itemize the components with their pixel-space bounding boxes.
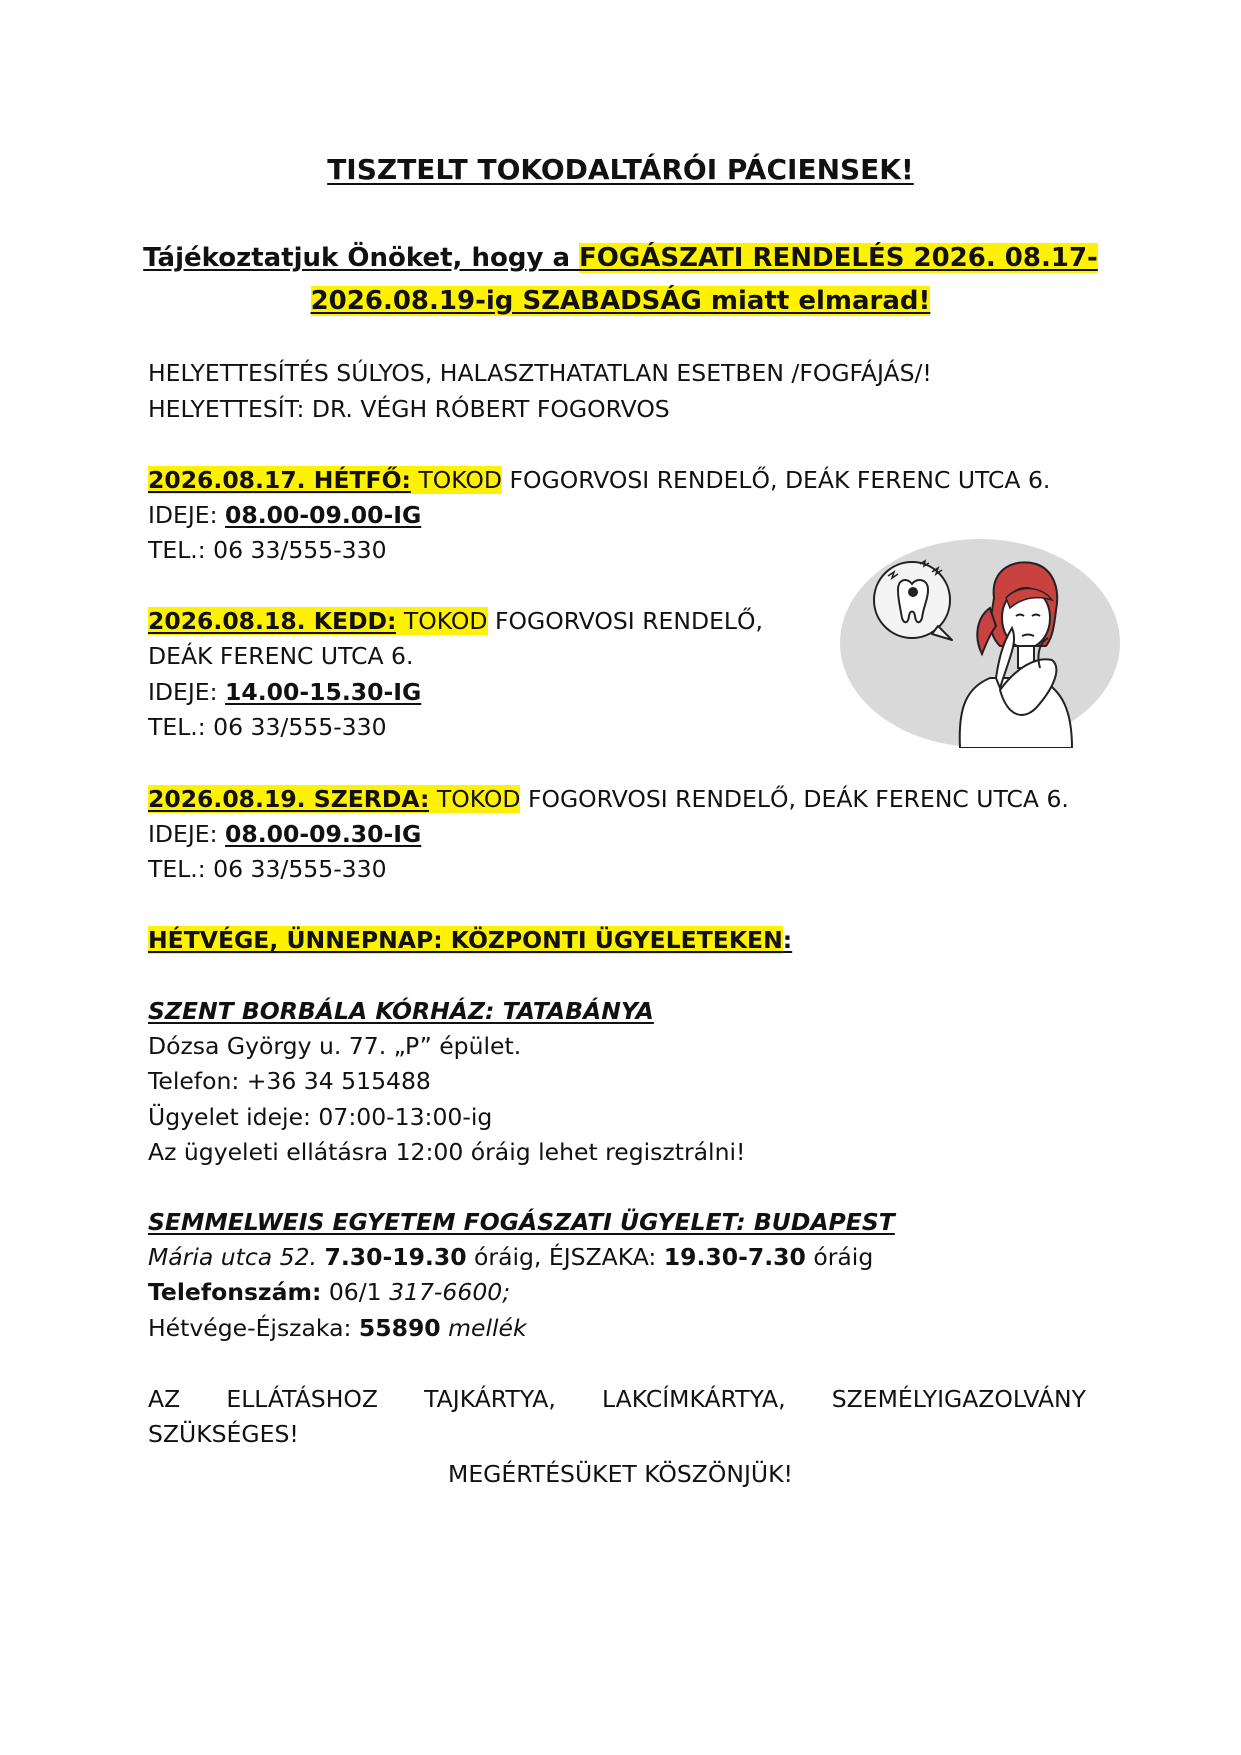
- intro-plain: Tájékoztatjuk Önöket, hogy a: [143, 243, 580, 273]
- semmelweis-phone-line: [148, 1276, 510, 1308]
- requirements-word: ELLÁTÁSHOZ: [226, 1385, 378, 1413]
- day-3-time-label: IDEJE:: [148, 820, 226, 848]
- borbala-hours: Ügyelet ideje: 07:00-13:00-ig: [148, 1103, 493, 1131]
- day-2-place: TOKOD: [396, 607, 488, 635]
- intro-highlight-2: 2026.08.19-ig SZABADSÁG miatt elmarad!: [310, 286, 931, 316]
- semmelweis-extension: 55890: [358, 1314, 441, 1342]
- requirements-word: SZEMÉLYIGAZOLVÁNY: [831, 1385, 1086, 1413]
- semmelweis-phone-number: 317-6600;: [389, 1278, 511, 1306]
- intro-line-1: [0, 240, 1241, 276]
- day-1-time-label: IDEJE:: [148, 501, 226, 529]
- day-2-date: 2026.08.18. KEDD:: [148, 607, 397, 635]
- intro-highlight-1: FOGÁSZATI RENDELÉS 2026. 08.17-: [579, 243, 1098, 273]
- day-3-tel: TEL.: 06 33/555-330: [148, 855, 387, 883]
- semmelweis-weekend-line: [148, 1312, 527, 1344]
- toothache-woman-illustration: [840, 538, 1120, 748]
- weekend-heading: [148, 924, 792, 956]
- semmelweis-heading: SEMMELWEIS EGYETEM FOGÁSZATI ÜGYELET: BUDAPEST: [148, 1208, 895, 1236]
- day-1-date: 2026.08.17. HÉTFŐ:: [148, 466, 411, 494]
- borbala-phone: Telefon: +36 34 515488: [148, 1067, 431, 1095]
- borbala-address: Dózsa György u. 77. „P” épület.: [148, 1032, 522, 1060]
- day-1-place: TOKOD: [410, 466, 502, 494]
- semmelweis-night-hours: 19.30-7.30: [663, 1243, 806, 1271]
- borbala-note: Az ügyeleti ellátásra 12:00 óráig lehet regisztrálni!: [148, 1138, 746, 1166]
- day-3-time: 08.00-09.30-IG: [225, 820, 422, 848]
- day-1-time-line: [148, 499, 421, 531]
- requirements-word: LAKCÍMKÁRTYA,: [602, 1385, 786, 1413]
- day-3-address: FOGORVOSI RENDELŐ, DEÁK FERENC UTCA 6.: [520, 785, 1069, 813]
- semmelweis-night-suffix: óráig: [805, 1243, 874, 1271]
- requirements-word: AZ: [148, 1385, 181, 1413]
- day-2-tel: TEL.: 06 33/555-330: [148, 713, 387, 741]
- day-1-tel: TEL.: 06 33/555-330: [148, 536, 387, 564]
- illustration-svg: [840, 538, 1120, 748]
- day-2-address: FOGORVOSI RENDELŐ,: [487, 607, 763, 635]
- page-title: TISZTELT TOKODALTÁRÓI PÁCIENSEK!: [327, 153, 914, 186]
- substitution-line-1: HELYETTESÍTÉS SÚLYOS, HALASZTHATATLAN ESETBEN /FOGFÁJÁS/!: [148, 359, 932, 387]
- day-3-place: TOKOD: [429, 785, 521, 813]
- weekend-heading-text: HÉTVÉGE, ÜNNEPNAP: KÖZPONTI ÜGYELETEKEN: [148, 926, 783, 954]
- semmelweis-hours-line: [148, 1241, 873, 1273]
- semmelweis-phone-prefix: 06/1: [321, 1278, 390, 1306]
- semmelweis-weekend-label: Hétvége-Éjszaka:: [148, 1314, 359, 1342]
- substitution-line-2: HELYETTESÍT: DR. VÉGH RÓBERT FOGORVOS: [148, 395, 670, 423]
- semmelweis-day-suffix: óráig, ÉJSZAKA:: [466, 1243, 664, 1271]
- day-2-header: [148, 605, 763, 637]
- semmelweis-day-hours: 7.30-19.30: [324, 1243, 467, 1271]
- day-1-time: 08.00-09.00-IG: [225, 501, 422, 529]
- day-2-time-line: [148, 676, 421, 708]
- semmelweis-extension-suffix: mellék: [440, 1314, 527, 1342]
- requirements-line: [148, 1383, 1086, 1415]
- weekend-colon: :: [782, 926, 793, 954]
- day-3-time-line: [148, 818, 421, 850]
- requirements-line-2: SZÜKSÉGES!: [148, 1420, 299, 1448]
- day-2-time-label: IDEJE:: [148, 678, 226, 706]
- borbala-heading: SZENT BORBÁLA KÓRHÁZ: TATABÁNYA: [148, 997, 654, 1025]
- day-1-header: [148, 464, 1050, 496]
- thanks-line: MEGÉRTÉSÜKET KÖSZÖNJÜK!: [448, 1460, 793, 1488]
- semmelweis-phone-label: Telefonszám:: [148, 1278, 322, 1306]
- day-3-date: 2026.08.19. SZERDA:: [148, 785, 430, 813]
- day-2-time: 14.00-15.30-IG: [225, 678, 422, 706]
- intro-line-2: [0, 283, 1241, 319]
- day-3-header: [148, 783, 1069, 815]
- semmelweis-address: Mária utca 52.: [148, 1243, 318, 1271]
- day-1-address: FOGORVOSI RENDELŐ, DEÁK FERENC UTCA 6.: [502, 466, 1051, 494]
- requirements-word: TAJKÁRTYA,: [424, 1385, 556, 1413]
- day-2-address-line-2: DEÁK FERENC UTCA 6.: [148, 642, 414, 670]
